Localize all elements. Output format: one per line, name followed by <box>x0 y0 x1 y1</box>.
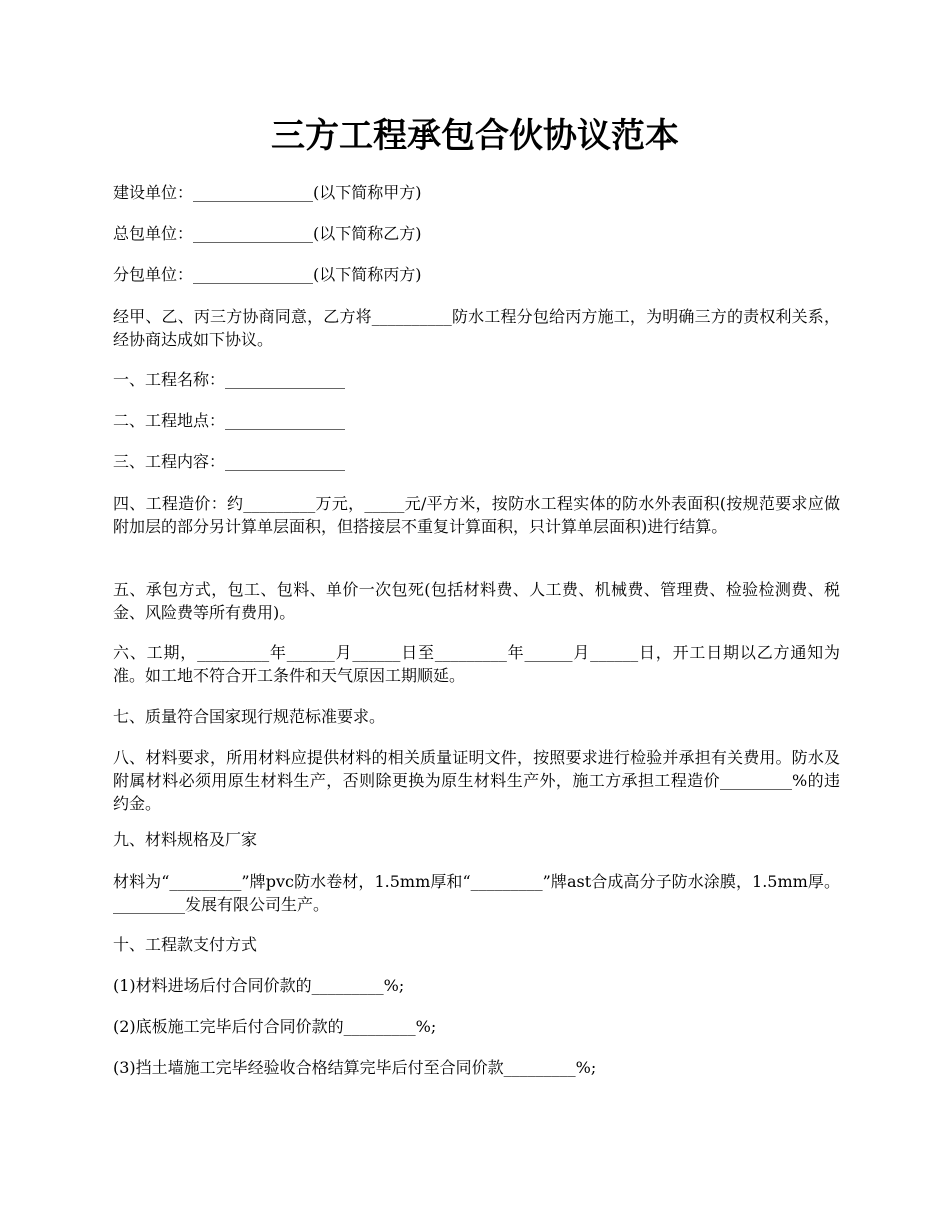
party-c-line: 分包单位：_______________(以下简称丙方) <box>113 265 422 284</box>
material-specs-paragraph: 材料为“_________”牌pvc防水卷材，1.5mm厚和“_________”牌ast合成高分子防水涂膜，1.5mm厚。_________发展有限公司生产。 <box>113 872 840 914</box>
payment-item-3: (3)挡土墙施工完毕经验收合格结算完毕后付至合同价款_________%; <box>113 1058 597 1077</box>
party-b-line: 总包单位：_______________(以下简称乙方) <box>113 224 422 243</box>
party-a-line: 建设单位：_______________(以下简称甲方) <box>113 183 422 202</box>
payment-item-1: (1)材料进场后付合同价款的_________%; <box>113 976 405 995</box>
clause-10-payment-heading: 十、工程款支付方式 <box>113 935 258 954</box>
clause-9-material-specs-heading: 九、材料规格及厂家 <box>113 830 258 849</box>
intro-paragraph: 经甲、乙、丙三方协商同意，乙方将__________防水工程分包给丙方施工，为明确三方的责权利关系，经协商达成如下协议。 <box>113 307 840 349</box>
clause-2-project-location: 二、工程地点：_______________ <box>113 411 346 430</box>
clause-3-project-content: 三、工程内容：_______________ <box>113 452 346 471</box>
document-title: 三方工程承包合伙协议范本 <box>271 116 679 156</box>
clause-4-project-cost: 四、工程造价：约_________万元，_____元/平方米，按防水工程实体的防水外表面积(按规范要求应做附加层的部分另计算单层面积，但搭接层不重复计算面积，只计算单层面积)进行结算。 <box>113 494 840 536</box>
clause-6-schedule: 六、工期，_________年______月______日至_________年______月______日，开工日期以乙方通知为准。如工地不符合开工条件和天气原因工期顺延。 <box>113 643 840 685</box>
clause-7-quality: 七、质量符合国家现行规范标准要求。 <box>113 707 386 726</box>
clause-8-material-requirements: 八、材料要求，所用材料应提供材料的相关质量证明文件，按照要求进行检验并承担有关费用。防水及附属材料必须用原生材料生产，否则除更换为原生材料生产外，施工方承担工程造价_________%的违约金。 <box>113 748 840 813</box>
clause-1-project-name: 一、工程名称：_______________ <box>113 370 346 389</box>
payment-item-2: (2)底板施工完毕后付合同价款的_________%; <box>113 1017 437 1036</box>
clause-5-contract-method: 五、承包方式，包工、包料、单价一次包死(包括材料费、人工费、机械费、管理费、检验检测费、税金、风险费等所有费用)。 <box>113 580 840 622</box>
